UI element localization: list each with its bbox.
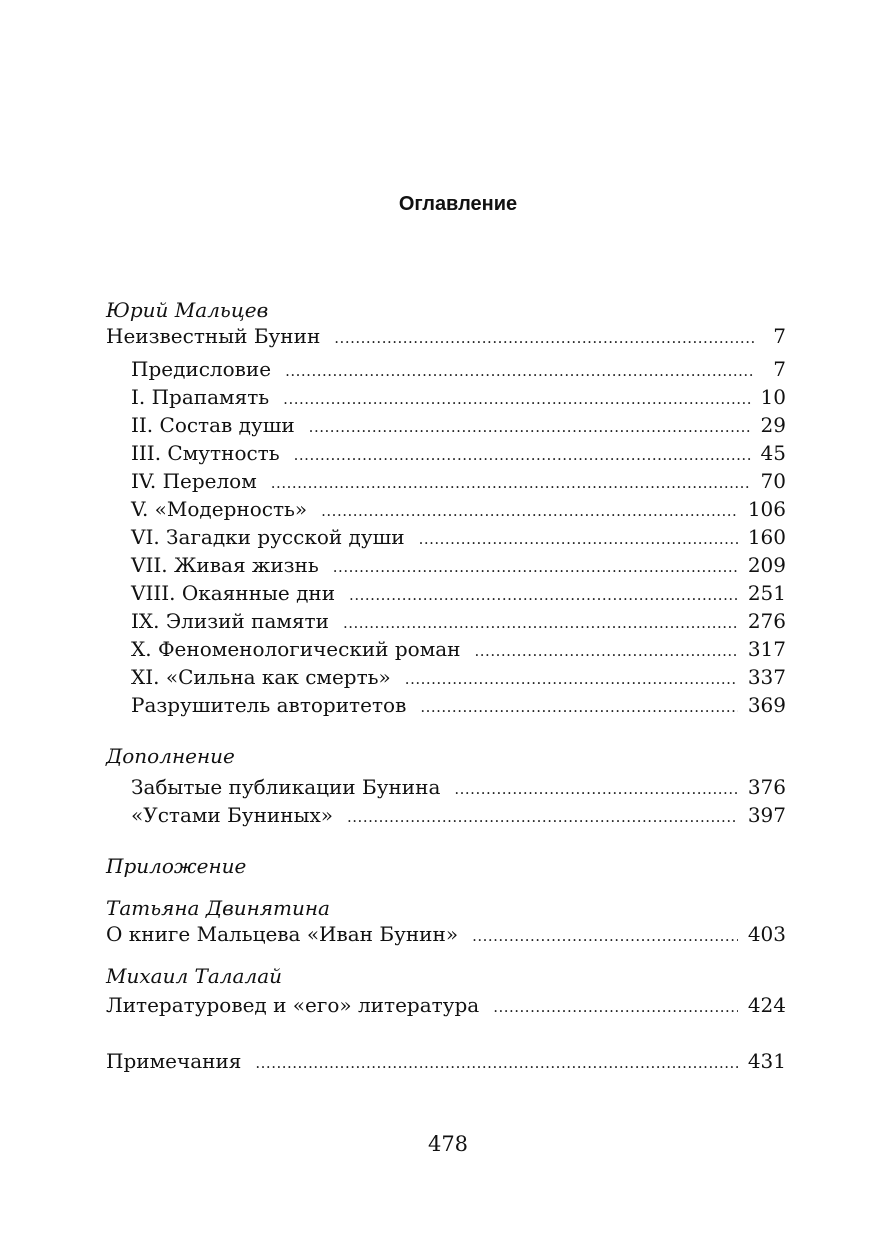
leader-dots bbox=[343, 610, 738, 636]
leader-dots bbox=[333, 554, 738, 580]
toc-entry-page: 369 bbox=[747, 693, 786, 717]
leader-dots bbox=[420, 694, 737, 720]
toc-entry-page: 317 bbox=[747, 637, 786, 661]
toc-entry-title: IX. Элизий памяти bbox=[131, 609, 329, 633]
leader-dots bbox=[271, 470, 751, 496]
leader-dots bbox=[454, 776, 737, 802]
leader-dots bbox=[475, 638, 738, 664]
toc-entry-title: III. Смутность bbox=[131, 441, 280, 465]
toc-entry[interactable] bbox=[106, 412, 786, 440]
leader-dots bbox=[405, 666, 738, 692]
toc-entry-page: 403 bbox=[747, 922, 786, 946]
toc-entry-page: 251 bbox=[747, 581, 786, 605]
toc-entry-page: 7 bbox=[773, 357, 786, 381]
toc-entry-title: Разрушитель авторитетов bbox=[131, 693, 407, 717]
toc-entry-page: 70 bbox=[760, 469, 786, 493]
toc-entry-title: О книге Мальцева «Иван Бунин» bbox=[106, 922, 459, 946]
toc-entry[interactable] bbox=[106, 580, 786, 608]
toc-entry-page: 376 bbox=[747, 775, 786, 799]
leader-dots bbox=[347, 804, 738, 830]
toc-entry-title: VII. Живая жизнь bbox=[131, 553, 319, 577]
toc-entry-page: 29 bbox=[760, 413, 786, 437]
toc-entry-title: I. Прапамять bbox=[131, 385, 270, 409]
author-name: Михаил Талалай bbox=[106, 964, 282, 988]
toc-entry[interactable] bbox=[106, 992, 786, 1020]
toc-entry[interactable] bbox=[106, 552, 786, 580]
toc-entry-page: 431 bbox=[747, 1049, 786, 1073]
toc-entry[interactable] bbox=[106, 524, 786, 552]
toc-entry-title: V. «Модерность» bbox=[131, 497, 308, 521]
leader-dots bbox=[493, 994, 738, 1020]
toc-entry-title: II. Состав души bbox=[131, 413, 295, 437]
author-name: Татьяна Двинятина bbox=[106, 896, 330, 920]
toc-entry-page: 7 bbox=[773, 324, 786, 348]
toc-entry-title: Неизвестный Бунин bbox=[106, 324, 321, 348]
toc-entry[interactable] bbox=[106, 1048, 786, 1076]
toc-entry-page: 424 bbox=[747, 993, 786, 1017]
leader-dots bbox=[285, 358, 754, 384]
leader-dots bbox=[419, 526, 738, 552]
toc-entry-page: 337 bbox=[747, 665, 786, 689]
toc-entry-page: 106 bbox=[747, 497, 786, 521]
toc-entry-title: VIII. Окаянные дни bbox=[131, 581, 336, 605]
toc-entry[interactable] bbox=[106, 496, 786, 524]
toc-entry[interactable] bbox=[106, 468, 786, 496]
toc-entry-title: Забытые публикации Бунина bbox=[131, 775, 441, 799]
toc-entry-page: 160 bbox=[747, 525, 786, 549]
leader-dots bbox=[283, 386, 750, 412]
leader-dots bbox=[294, 442, 751, 468]
section-heading: Приложение bbox=[106, 854, 247, 878]
section-heading: Дополнение bbox=[106, 744, 235, 768]
toc-entry-page: 276 bbox=[747, 609, 786, 633]
toc-entry-page: 45 bbox=[760, 441, 786, 465]
toc-entry[interactable] bbox=[106, 802, 786, 830]
leader-dots bbox=[334, 325, 754, 351]
table-of-contents bbox=[106, 297, 786, 1076]
toc-entry[interactable] bbox=[106, 664, 786, 692]
toc-entry[interactable] bbox=[106, 636, 786, 664]
toc-entry-page: 10 bbox=[760, 385, 786, 409]
leader-dots bbox=[321, 498, 738, 524]
author-name: Юрий Мальцев bbox=[106, 298, 269, 322]
toc-entry[interactable] bbox=[106, 440, 786, 468]
toc-entry-title: X. Феноменологический роман bbox=[131, 637, 461, 661]
toc-entry-title: Литературовед и «его» литература bbox=[106, 993, 480, 1017]
toc-entry-title: XI. «Сильна как смерть» bbox=[131, 665, 391, 689]
toc-entry-page: 209 bbox=[747, 553, 786, 577]
toc-entry[interactable] bbox=[106, 774, 786, 802]
toc-entry[interactable] bbox=[106, 692, 786, 720]
leader-dots bbox=[349, 582, 738, 608]
toc-entry-title: Примечания bbox=[106, 1049, 242, 1073]
toc-entry-page: 397 bbox=[747, 803, 786, 827]
toc-entry[interactable] bbox=[106, 608, 786, 636]
toc-entry[interactable] bbox=[106, 921, 786, 949]
toc-entry-title: VI. Загадки русской души bbox=[131, 525, 405, 549]
toc-entry[interactable] bbox=[106, 356, 786, 384]
toc-entry-title: IV. Перелом bbox=[131, 469, 257, 493]
toc-entry-title: Предисловие bbox=[131, 357, 272, 381]
page-title: Оглавление bbox=[398, 193, 518, 215]
leader-dots bbox=[472, 923, 738, 949]
page-number: 478 bbox=[427, 1132, 469, 1156]
toc-entry-title: «Устами Буниных» bbox=[131, 803, 334, 827]
toc-entry[interactable] bbox=[106, 323, 786, 351]
leader-dots bbox=[255, 1050, 737, 1076]
toc-entry[interactable] bbox=[106, 384, 786, 412]
leader-dots bbox=[309, 414, 751, 440]
